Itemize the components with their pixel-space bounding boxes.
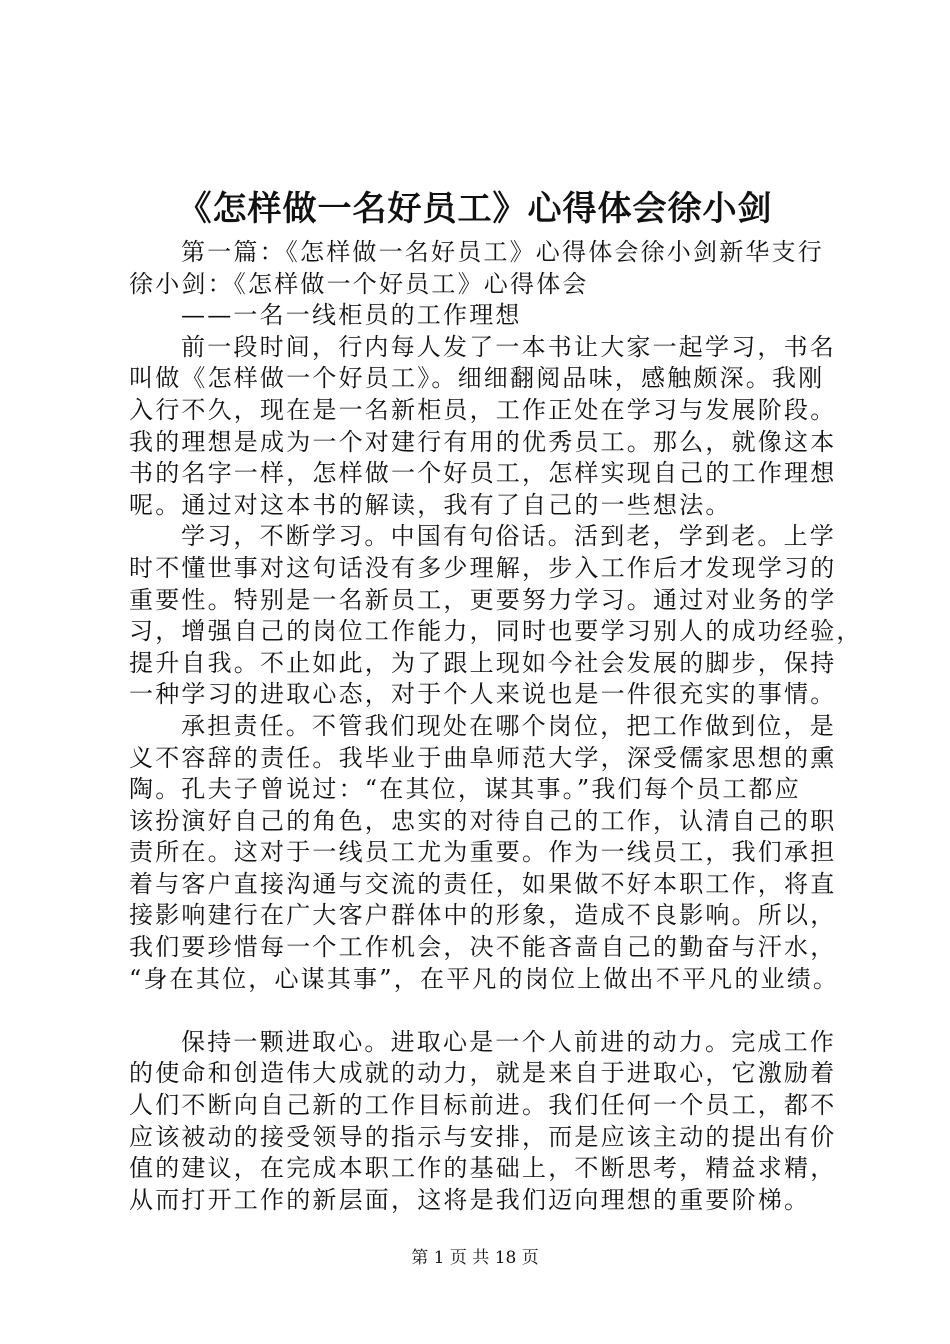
text-line: 我们要珍惜每一个工作机会，决不能吝啬自己的勤奋与汗水，	[129, 933, 837, 962]
text-line: 人们不断向自己新的工作目标前进。我们任何一个员工，都不	[129, 1091, 837, 1120]
text-line: 入行不久，现在是一名新柜员，工作正处在学习与发展阶段。	[129, 395, 837, 424]
text-line: 一种学习的进取心态，对于个人来说也是一件很充实的事情。	[129, 680, 837, 709]
text-line: “身在其位，心谋其事”，在平凡的岗位上做出不平凡的业绩。	[129, 964, 840, 993]
text-line: 承担责任。不管我们现处在哪个岗位，把工作做到位，是	[181, 711, 836, 740]
text-line: 我的理想是成为一个对建行有用的优秀员工。那么，就像这本	[129, 427, 837, 456]
text-line: 保持一颗进取心。进取心是一个人前进的动力。完成工作	[181, 1027, 836, 1056]
text-line: 学习，不断学习。中国有句俗话。活到老，学到老。上学	[181, 522, 836, 551]
text-line: 书的名字一样，怎样做一个好员工，怎样实现自己的工作理想	[129, 459, 837, 488]
text-line: ——一名一线柜员的工作理想	[181, 301, 522, 330]
text-line: 重要性。特别是一名新员工，更要努力学习。通过对业务的学	[129, 585, 837, 614]
text-line: 第一篇：《怎样做一名好员工》心得体会徐小剑新华支行	[181, 238, 824, 266]
text-line: 叫做《怎样做一个好员工》。细细翻阅品味，感触颇深。我刚	[129, 364, 825, 393]
blank-line	[129, 995, 829, 1027]
text-line: 时不懂世事对这句话没有多少理解，步入工作后才发现学习的	[129, 553, 837, 582]
text-line: 习，增强自己的岗位工作能力，同时也要学习别人的成功经验，	[129, 617, 863, 646]
text-line: 提升自我。不止如此，为了跟上现如今社会发展的脚步，保持	[129, 648, 837, 677]
document-body	[129, 237, 863, 1216]
text-line: 应该被动的接受领导的指示与安排，而是应该主动的提出有价	[129, 1122, 837, 1151]
text-line: 义不容辞的责任。我毕业于曲阜师范大学，深受儒家思想的熏	[129, 743, 837, 772]
text-line: 值的建议，在完成本职工作的基础上，不断思考，精益求精，	[129, 1154, 837, 1183]
text-line: 该扮演好自己的角色，忠实的对待自己的工作，认清自己的职	[129, 806, 837, 835]
text-line: 徐小剑：《怎样做一个好员工》心得体会	[129, 269, 589, 298]
text-line: 责所在。这对于一线员工尤为重要。作为一线员工，我们承担	[129, 838, 837, 867]
page-number-footer: 第 1 页 共 18 页	[411, 1248, 539, 1268]
text-line: 的使命和创造伟大成就的动力，就是来自于进取心，它激励着	[129, 1059, 837, 1088]
text-line: 接影响建行在广大客户群体中的形象，造成不良影响。所以，	[129, 901, 837, 930]
text-line: 呢。通过对这本书的解读，我有了自己的一些想法。	[129, 490, 732, 519]
text-line: 陶。孔夫子曾说过：“在其位，谋其事。”我们每个员工都应	[129, 775, 801, 804]
text-line: 着与客户直接沟通与交流的责任，如果做不好本职工作，将直	[129, 869, 837, 898]
text-line: 从而打开工作的新层面，这将是我们迈向理想的重要阶梯。	[129, 1185, 811, 1214]
document-title: 《怎样做一名好员工》心得体会徐小剑	[177, 189, 773, 229]
text-line: 前一段时间，行内每人发了一本书让大家一起学习，书名	[181, 332, 836, 361]
